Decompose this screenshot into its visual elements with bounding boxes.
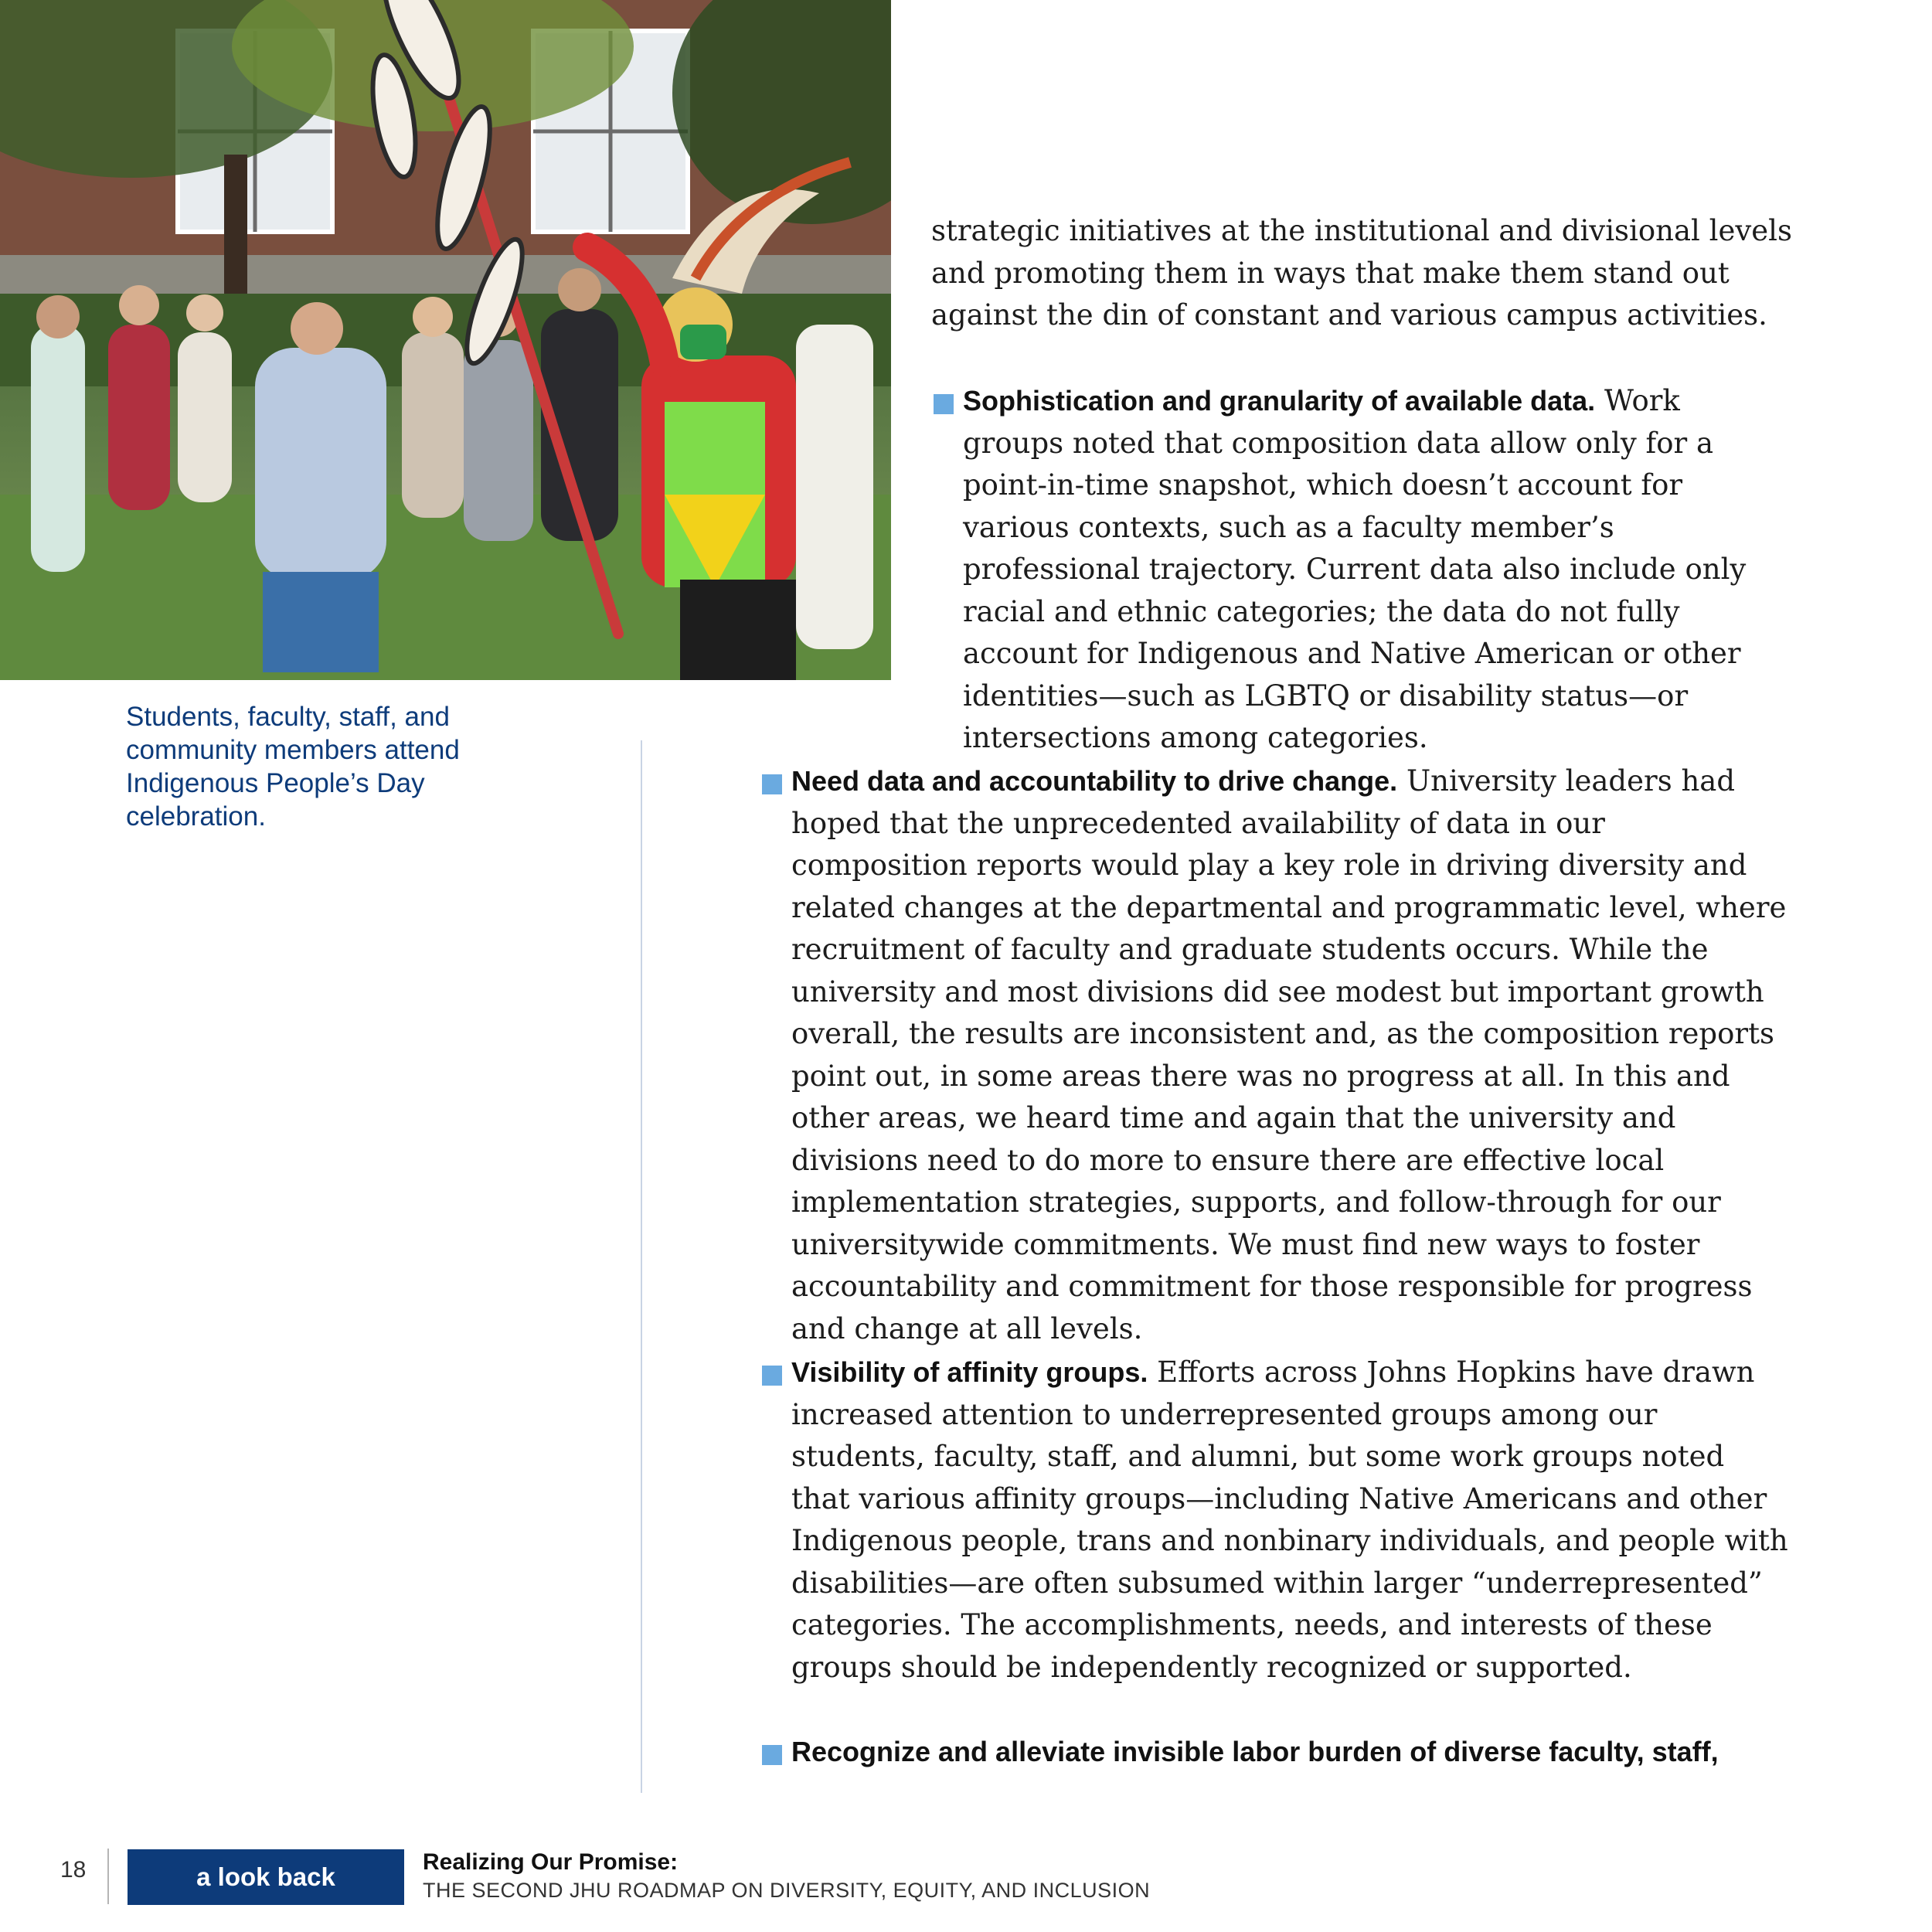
bullet-body: Work groups noted that composition data allow only for a point-in-time snapshot, which doesn’t account for various contexts, such as a faculty member’s professional trajectory. Current data also include only racial and ethnic categories; the data do not fully account for Indigenous and Native American or other identities—such as LGBTQ or disability status—or intersections among categories. <box>963 384 1747 754</box>
intro-paragraph: strategic initiatives at the institutional and divisional levels and promoting them in ways that make them stand out against the din of constant and various campus activities. <box>931 214 1792 332</box>
bullet-square-icon <box>762 1745 782 1765</box>
ceremony-photo <box>0 0 891 680</box>
footer-divider <box>107 1849 109 1904</box>
footer-title: Realizing Our Promise: <box>423 1849 679 1875</box>
footer-subtitle: THE SECOND JHU ROADMAP ON DIVERSITY, EQUITY, AND INCLUSION <box>423 1879 1151 1902</box>
bullet-lead: Visibility of affinity groups. <box>791 1356 1148 1388</box>
bullet-lead: Need data and accountability to drive change. <box>791 765 1398 797</box>
bullet-square-icon <box>934 394 954 414</box>
bullet-body: Efforts across Johns Hopkins have drawn increased attention to underrepresented groups among our students, faculty, staff, and alumni, but some work groups noted that various affinity groups—including Native Americans and other Indigenous people, trans and nonbinary individuals, and people with disabilities—are often subsumed within larger “underrepresented” categories. The accomplishments, needs, and interests of these groups should be independently recognized or supported. <box>791 1355 1788 1684</box>
page-number: 18 <box>60 1857 87 1883</box>
bullet-lead: Sophistication and granularity of available data. <box>963 385 1596 417</box>
photo-caption: Students, faculty, staff, and community members attend Indigenous People’s Day celebration. <box>126 702 460 832</box>
bullet-data-accountability <box>762 760 1788 1350</box>
section-badge: a look back <box>128 1849 404 1905</box>
bullet-lead: Recognize and alleviate invisible labor burden of diverse faculty, staff, <box>791 1736 1719 1767</box>
bullet-body: University leaders had hoped that the unprecedented availability of data in our composition reports would play a key role in driving diversity and related changes at the departmental and programmatic level, where recruitment of faculty and graduate students occurs. While the university and most divisions did see modest but important growth overall, the results are inconsistent and, as the composition reports point out, in some areas there was no progress at all. In this and other areas, we heard time and again that the university and divisions need to do more to ensure there are effective local implementation strategies, supports, and follow-through for our universitywide commitments. We must find new ways to foster accountability and commitment for those responsible for progress and change at all levels. <box>791 764 1787 1345</box>
bullet-square-icon <box>762 774 782 794</box>
bullet-invisible-labor <box>762 1731 1788 1774</box>
bullet-square-icon <box>762 1366 782 1386</box>
column-divider <box>641 740 642 1793</box>
bullet-data-granularity <box>934 380 1782 760</box>
bullet-affinity-groups <box>762 1352 1788 1689</box>
